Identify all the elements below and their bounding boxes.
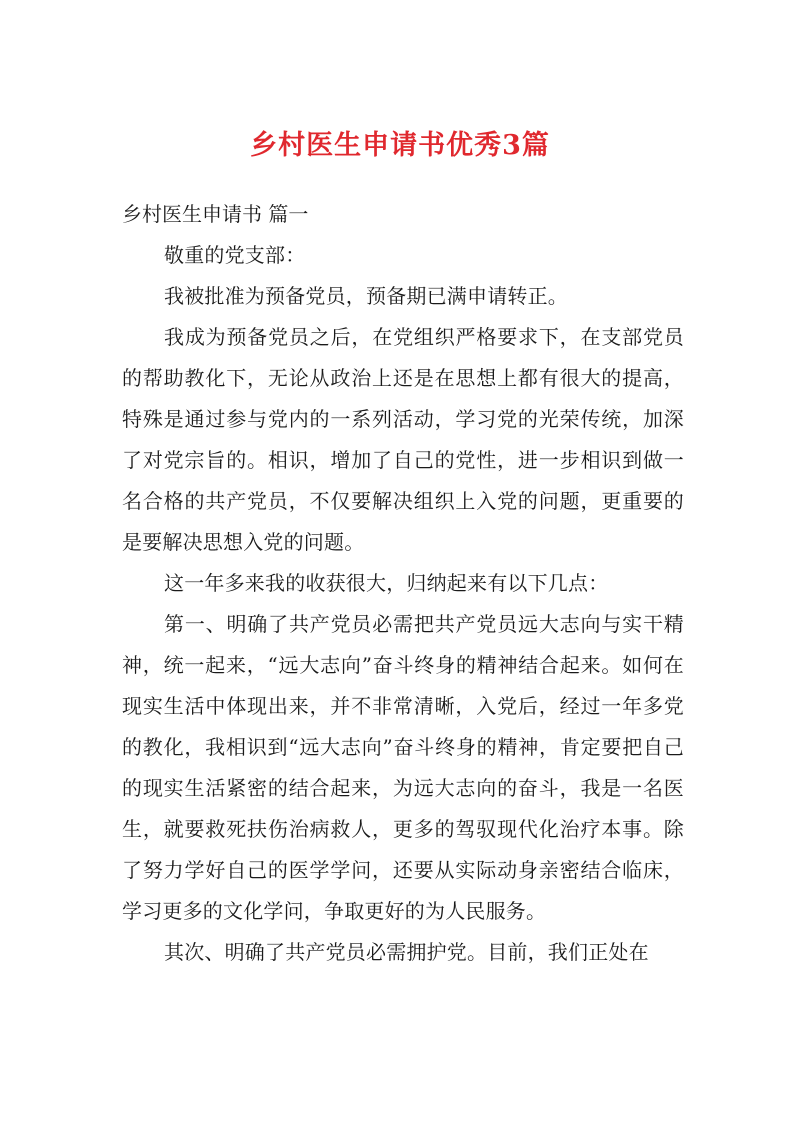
summary-paragraph: 这一年多来我的收获很大，归纳起来有以下几点：: [164, 571, 609, 595]
document-title: 乡村医生申请书优秀3篇: [250, 130, 550, 161]
point-one-paragraph: 第一、明确了共产党员必需把共产党员远大志向与实干精神，统一起来，“远大志向”奋斗终身的精神结合起来。如何在现实生活中体现出来，并不非常清晰，入党后，经过一年多党的教化，我相识到“远大志向”奋斗终身的精神，肯定要把自己的现实生活紧密的结合起来，为远大志向的奋斗，我是一名医生，就要救死扶伤治病救人，更多的驾驭现代化治疗本事。除了努力学好自己的医学学问，还要从实际动身亲密结合临床，学习更多的文化学问，争取更好的为人民服务。: [122, 612, 684, 923]
article-body: [122, 194, 684, 973]
section-heading: 乡村医生申请书 篇一: [122, 202, 309, 226]
intro-paragraph: 我被批准为预备党员，预备期已满申请转正。: [164, 284, 568, 308]
point-two-paragraph: 其次、明确了共产党员必需拥护党。目前，我们正处在: [164, 940, 649, 964]
body-paragraph: 我成为预备党员之后，在党组织严格要求下，在支部党员的帮助教化下，无论从政治上还是在思想上都有很大的提高，特殊是通过参与党内的一系列活动，学习党的光荣传统，加深了对党宗旨的。相识，增加了自己的党性，进一步相识到做一名合格的共产党员，不仅要解决组织上入党的问题，更重要的是要解决思想入党的问题。: [122, 325, 684, 554]
salutation-paragraph: 敬重的党支部：: [164, 243, 306, 267]
